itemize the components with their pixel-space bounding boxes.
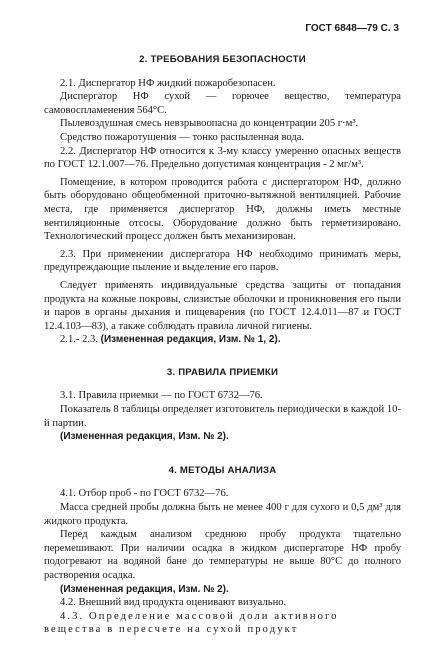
paragraph: Диспергатор НФ сухой — горючее вещество, температура самовоспламенения 564°С. bbox=[44, 91, 401, 116]
amendment-note bbox=[44, 333, 401, 347]
running-header: ГОСТ 6848—79 С. 3 bbox=[305, 23, 399, 34]
section-title-analysis: 4. МЕТОДЫ АНАЛИЗА bbox=[168, 464, 277, 476]
amendment-note: (Измененная редакция, Изм. № 2). bbox=[60, 583, 229, 595]
amendment-clauses: 2.1.- 2.3. bbox=[60, 334, 101, 346]
amendment-note: (Измененная редакция, Изм. № 2). bbox=[60, 431, 229, 443]
paragraph: Помещение, в котором проводится работа с диспергатором НФ, должно быть оборудовано общеобменной приточно-вытяжной вентиляцией. Рабочие места, где применяется диспергатор НФ, должны иметь местные вентиляционные отсосы. Оборудование должно быть герметизировано. Технологический процесс должен быть механизирован. bbox=[44, 176, 401, 243]
paragraph: Средство пожаротушения — тонко распыленная вода. bbox=[60, 131, 305, 143]
paragraph: Масса средней пробы должна быть не менее 400 г для сухого и 0,5 дм³ для жидкого продукта. bbox=[44, 502, 401, 527]
paragraph: 4.1. Отбор проб - по ГОСТ 6732—76. bbox=[60, 488, 229, 500]
section-title-safety: 2. ТРЕБОВАНИЯ БЕЗОПАСНОСТИ bbox=[139, 54, 306, 65]
paragraph: 2.3. При применении диспергатора НФ необходимо принимать меры, предупреждающие пыление и выделение его паров. bbox=[44, 248, 401, 274]
paragraph: 4.2. Внешний вид продукта оценивают визуально. bbox=[60, 597, 287, 609]
paragraph: Следует применять индивидуальные средства защиты от попадания продукта на кожные покровы, слизистые оболочки и проникновения его пыли и паров в органы дыхания и пищеварения (по ГОСТ 12.4.011—87 и ГОСТ 12.4.103—83), а также соблюдать правила личной гигиены. bbox=[44, 279, 401, 332]
paragraph: Показатель 8 таблицы определяет изготовитель периодически в каждой 10-й партии. bbox=[44, 404, 401, 429]
section-title-acceptance: 3. ПРАВИЛА ПРИЕМКИ bbox=[166, 366, 279, 378]
paragraph: Перед каждым анализом среднюю пробу продукта тщательно перемешивают. При наличии осадка в жидком диспергаторе НФ пробу подогревают на водяной бане до температуры не выше 80°С до полного растворения осадка. bbox=[44, 529, 401, 581]
subsection-heading: 4.3. Определение массовой доли активного вещества в пересчете на сухой продукт bbox=[44, 610, 339, 636]
paragraph: 3.1. Правила приемки — по ГОСТ 6732—76. bbox=[60, 390, 263, 402]
paragraph: 2.2. Диспергатор НФ относится к 3-му классу умеренно опасных веществ по ГОСТ 12.1.007—76. Предельно допустимая концентрация - 2 мг/м³. bbox=[44, 145, 401, 171]
amendment-text: (Измененная редакция, Изм. № 1, 2). bbox=[100, 334, 281, 346]
paragraph: Пылевоздушная смесь невзрывоопасна до концентрации 205 г·м³. bbox=[60, 118, 359, 130]
paragraph: 2.1. Диспергатор НФ жидкий пожаробезопасен. bbox=[60, 77, 276, 89]
